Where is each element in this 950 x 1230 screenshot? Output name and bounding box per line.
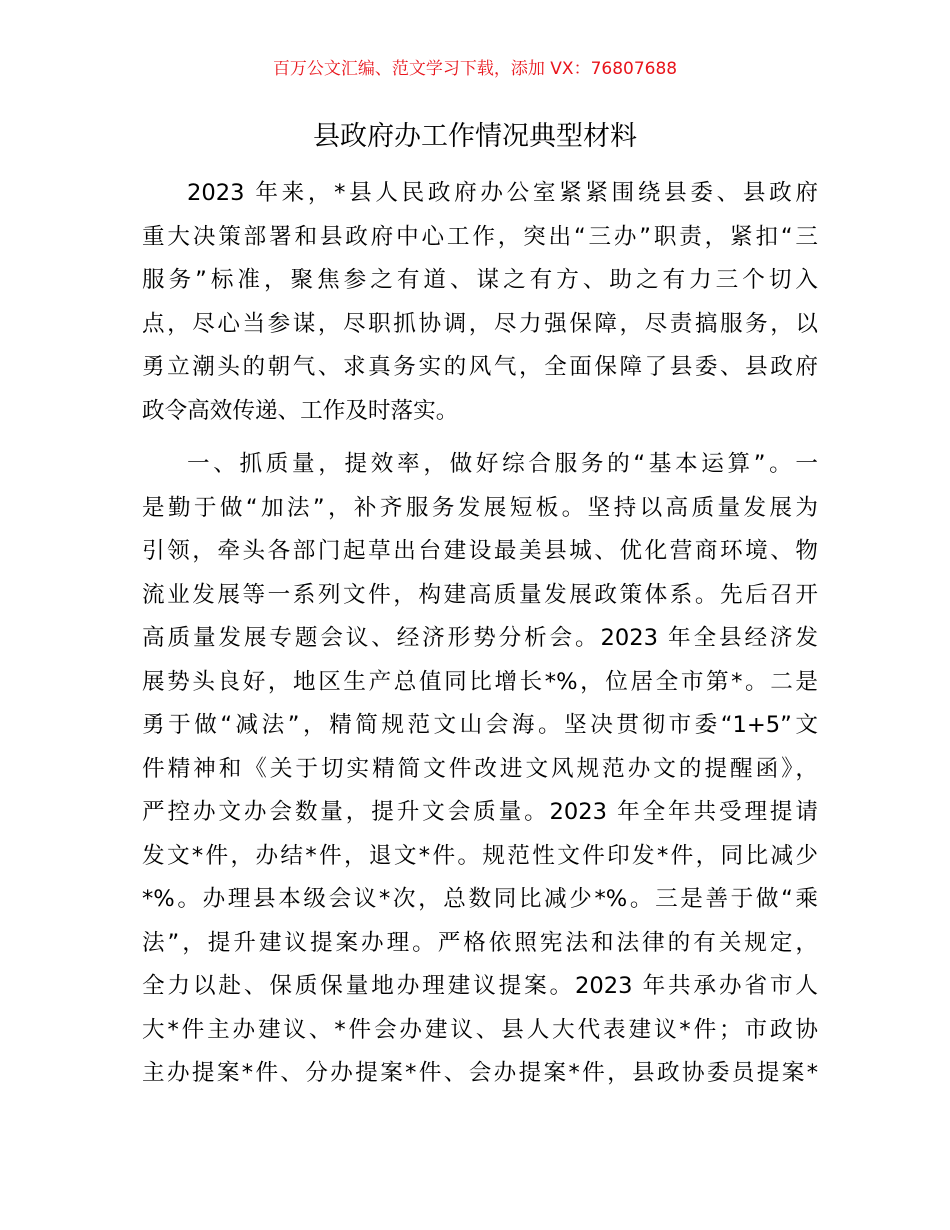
paragraph-line: 引领，牵头各部门起草出台建设最美县城、优化营商环境、物 xyxy=(142,538,818,564)
paragraph-line: 展势头良好，地区生产总值同比增长*%，位居全市第*。二是 xyxy=(142,668,818,695)
paragraph-line: 流业发展等一系列文件，构建高质量发展政策体系。先后召开 xyxy=(142,581,818,608)
paragraph-line: 是勤于做“加法”，补齐服务发展短板。坚持以高质量发展为 xyxy=(142,494,818,521)
paragraph-line: 发文*件，办结*件，退文*件。规范性文件印发*件，同比减少 xyxy=(142,842,818,869)
paragraph-line: 2023 年来，*县人民政府办公室紧紧围绕县委、县政府 xyxy=(187,180,818,206)
paragraph-line: 政令高效传递、工作及时落实。 xyxy=(142,397,459,424)
paragraph-line: 一、抓质量，提效率，做好综合服务的“基本运算”。一 xyxy=(187,451,818,477)
paragraph-line: 服务”标准，聚焦参之有道、谋之有方、助之有力三个切入 xyxy=(142,267,818,293)
paragraph-line: 法”，提升建议提案办理。严格依照宪法和法律的有关规定， xyxy=(142,929,818,956)
paragraph-line: 勇于做“减法”，精简规范文山会海。坚决贯彻市委“1+5”文 xyxy=(142,712,818,738)
header-banner: 百万公文汇编、范文学习下载，添加 VX：76807688 xyxy=(272,59,678,79)
paragraph-line: 高质量发展专题会议、经济形势分析会。2023 年全县经济发 xyxy=(142,625,818,651)
paragraph-line: 件精神和《关于切实精简文件改进文风规范办文的提醒函》， xyxy=(142,755,818,782)
paragraph-line: 大*件主办建议、*件会办建议、县人大代表建议*件；市政协 xyxy=(142,1016,818,1043)
document-body xyxy=(142,172,818,1096)
paragraph-section-one xyxy=(142,443,818,1096)
paragraph-intro xyxy=(142,172,818,433)
paragraph-line: 重大决策部署和县政府中心工作，突出“三办”职责，紧扣“三 xyxy=(142,223,818,250)
paragraph-line: 主办提案*件、分办提案*件、会办提案*件，县政协委员提案* xyxy=(142,1060,818,1086)
paragraph-line: 全力以赴、保质保量地办理建议提案。2023 年共承办省市人 xyxy=(142,973,818,999)
paragraph-line: 严控办文办会数量，提升文会质量。2023 年全年共受理提请 xyxy=(142,799,818,825)
document-title: 县政府办工作情况典型材料 xyxy=(313,121,637,152)
paragraph-line: *%。办理县本级会议*次，总数同比减少*%。三是善于做“乘 xyxy=(142,886,818,912)
paragraph-line: 勇立潮头的朝气、求真务实的风气，全面保障了县委、县政府 xyxy=(142,354,818,380)
paragraph-line: 点，尽心当参谋，尽职抓协调，尽力强保障，尽责搞服务，以 xyxy=(142,310,818,337)
